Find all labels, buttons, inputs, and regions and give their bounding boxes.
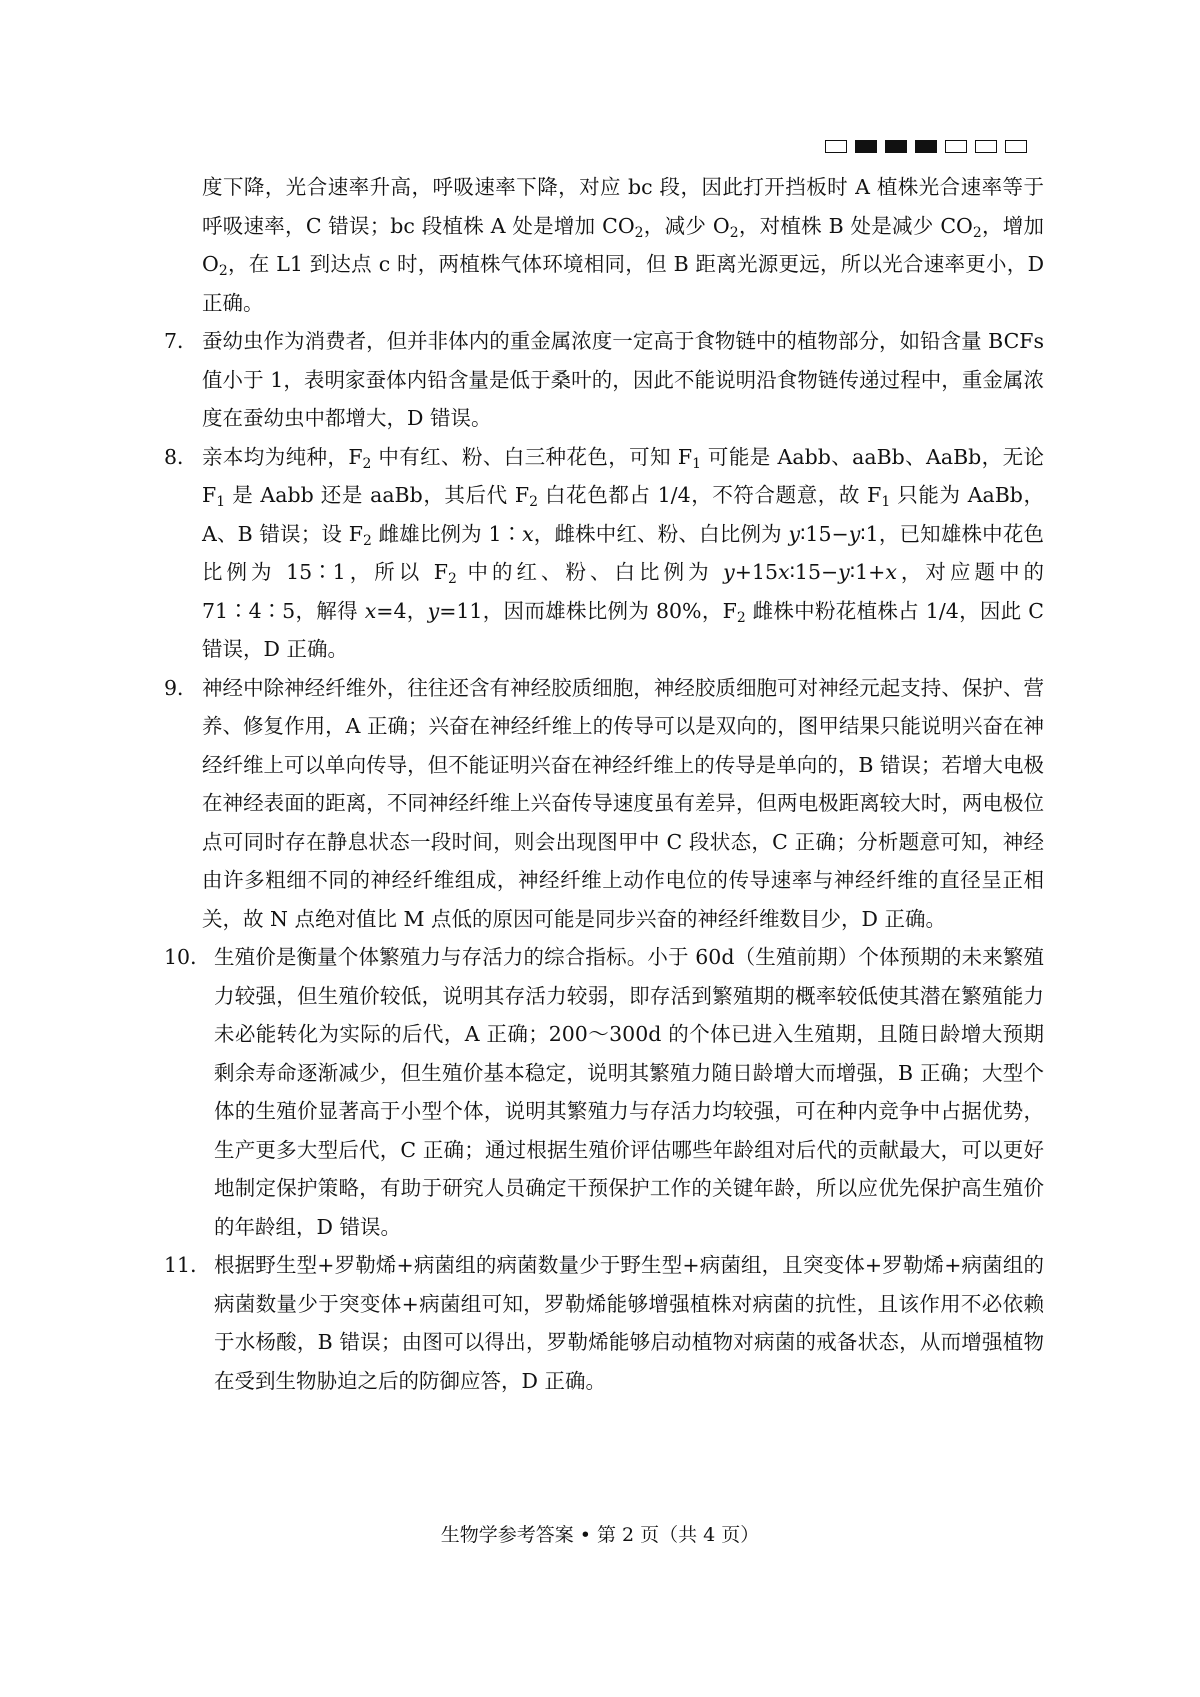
answer-item-11 (164, 1246, 1044, 1400)
item-number: 10． (164, 945, 211, 969)
item-text: 神经中除神经纤维外，往往还含有神经胶质细胞，神经胶质细胞可对神经元起支持、保护、营养、修复作用，A 正确；兴奋在神经纤维上的传导可以是双向的，图甲结果只能说明兴奋在神经纤维上可以单向传导，但不能证明兴奋在神经纤维上的传导是单向的，B 错误；若增大电极在神经表面的距离，不同神经纤维上兴奋传导速度虽有差异，但两电极距离较大时，两电极位点可同时存在静息状态一段时间，则会出现图甲中 C 段状态，C 正确；分析题意可知，神经由许多粗细不同的神经纤维组成，神经纤维上动作电位的传导速率与神经纤维的直径呈正相关，故 N 点绝对值比 M 点低的原因可能是同步兴奋的神经纤维数目少，D 正确。 (202, 675, 1044, 931)
item-text: 根据野生型+罗勒烯+病菌组的病菌数量少于野生型+病菌组，且突变体+罗勒烯+病菌组的病菌数量少于突变体+病菌组可知，罗勒烯能够增强植株对病菌的抗性，且该作用不必依赖于水杨酸，B 错误；由图可以得出，罗勒烯能够启动植物对病菌的戒备状态，从而增强植物在受到生物胁迫之后的防御应答，D 正确。 (214, 1253, 1044, 1393)
item-number: 11． (164, 1253, 211, 1277)
answer-item-10 (164, 938, 1044, 1246)
answer-content (164, 168, 1044, 1400)
marker-square (975, 140, 997, 153)
page-footer: 生物学参考答案 • 第 2 页（共 4 页） (440, 1524, 760, 1546)
marker-square-filled (885, 140, 907, 153)
item-text: 亲本均为纯种，$F_2$ 中有红、粉、白三种花色，可知 $F_1$ 可能是 Aabb、aaBb、AaBb，无论 $F_1$ 是 Aabb 还是 aaBb，其后代 $F_2$ 白花色都占 1/4，不符合题意，故 $F_1$ 只能为 AaBb，A、B 错误；设 $F_2$ 雌雄比例为 1∶x，雌株中红、粉、白比例为 y∶15−y∶1，已知雄株中花色比例为 15∶1，所以 $F_2$ 中的红、粉、白比例为 y+15x∶15−y∶1+x，对应题中的 71∶4∶5，解得 x=4，y=11，因而雄株比例为 80%，$F_2$ 雌株中粉花植株占 1/4，因此 C 错误，D 正确。 (202, 444, 1045, 661)
page-position-marker (825, 140, 1027, 153)
answer-item-8 (164, 438, 1044, 669)
item-number: 7． (164, 329, 198, 353)
answer-item-9 (164, 669, 1044, 939)
item-text: 生殖价是衡量个体繁殖力与存活力的综合指标。小于 60d（生殖前期）个体预期的未来繁殖力较强，但生殖价较低，说明其存活力较弱，即存活到繁殖期的概率较低使其潜在繁殖能力未必能转化为实际的后代，A 正确；200～300d 的个体已进入生殖期，且随日龄增大预期剩余寿命逐渐减少，但生殖价基本稳定，说明其繁殖力随日龄增大而增强，B 正确；大型个体的生殖价显著高于小型个体，说明其繁殖力与存活力均较强，可在种内竞争中占据优势，生产更多大型后代，C 正确；通过根据生殖价评估哪些年龄组对后代的贡献最大，可以更好地制定保护策略，有助于研究人员确定干预保护工作的关键年龄，所以应优先保护高生殖价的年龄组，D 错误。 (214, 945, 1044, 1239)
answer-item-7 (164, 322, 1044, 438)
marker-square-filled (855, 140, 877, 153)
marker-square (945, 140, 967, 153)
continuation-paragraph: 度下降，光合速率升高，呼吸速率下降，对应 bc 段，因此打开挡板时 A 植株光合速率等于呼吸速率，C 错误；bc 段植株 A 处是增加 $CO_2$，减少 $O_2$，对植株 B 处是减少 $CO_2$，增加 $O_2$，在 L1 到达点 c 时，两植株气体环境相同，但 B 距离光源更远，所以光合速率更小，D 正确。 (202, 175, 1044, 315)
marker-square (1005, 140, 1027, 153)
marker-square (825, 140, 847, 153)
marker-square-filled (915, 140, 937, 153)
item-number: 8． (164, 444, 198, 469)
item-text: 蚕幼虫作为消费者，但并非体内的重金属浓度一定高于食物链中的植物部分，如铅含量 BCFs 值小于 1，表明家蚕体内铅含量是低于桑叶的，因此不能说明沿食物链传递过程中，重金属浓度在蚕幼虫中都增大，D 错误。 (202, 329, 1044, 430)
item-number: 9． (164, 675, 198, 700)
